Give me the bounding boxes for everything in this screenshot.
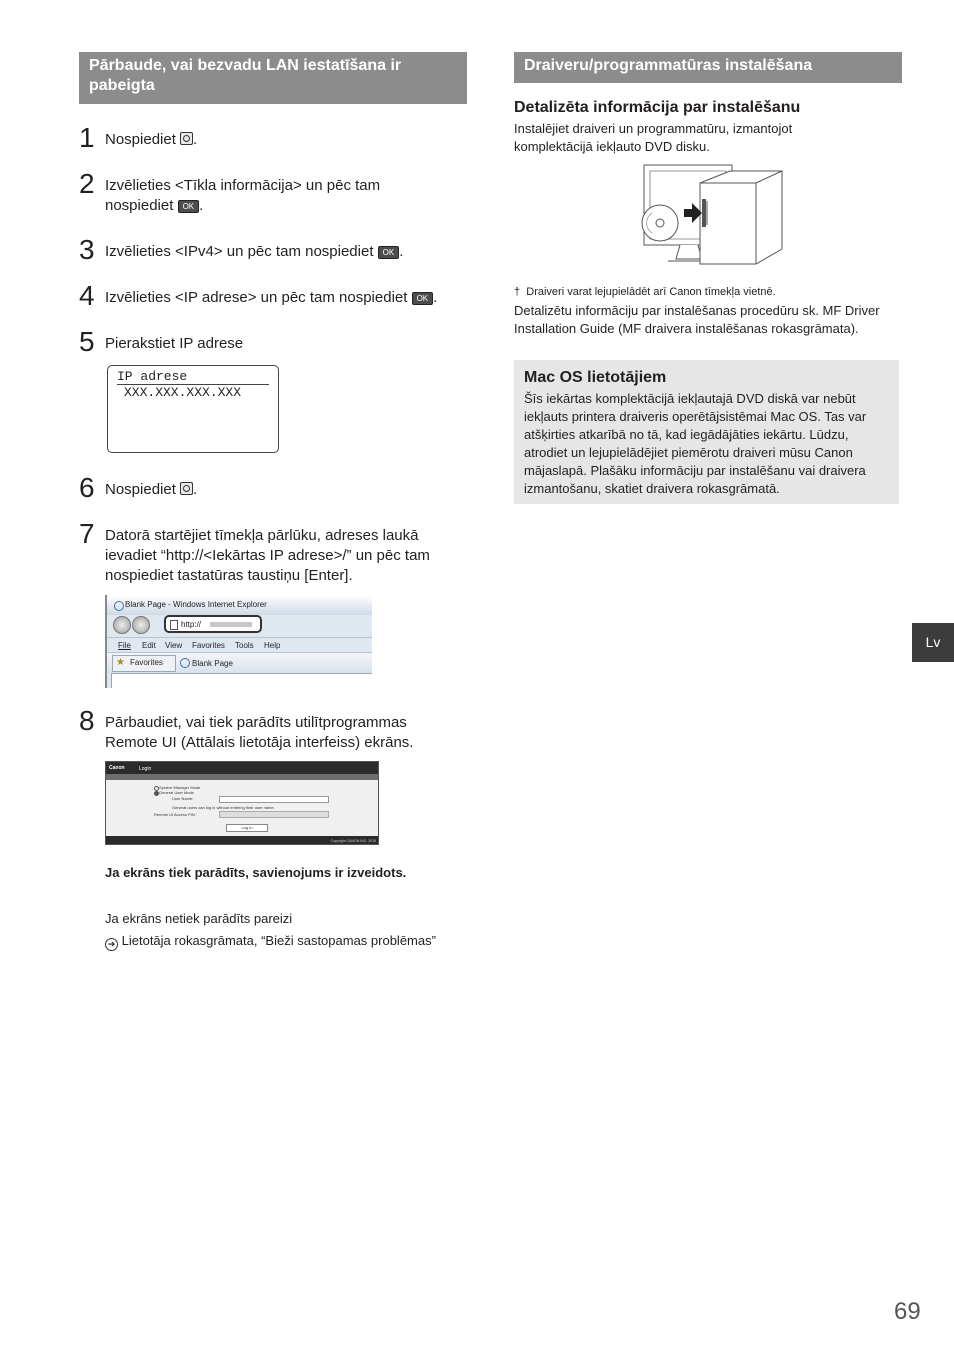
arrow-circle-icon: ➔	[105, 938, 118, 951]
address-blur	[210, 622, 252, 627]
step-1-period: .	[193, 131, 198, 148]
mac-os-line: izmantošanu, skatiet draivera rokasgrāmatā.	[524, 481, 780, 496]
favorites-button[interactable]	[112, 655, 176, 672]
footnote-text: Draiveri varat lejupielādēt arī Canon tīmekļa vietnē.	[526, 286, 776, 298]
menu-file[interactable]: File	[118, 641, 131, 650]
mac-os-line: atšķirties atkarībā no tā, kad iegādājāties iekārtu. Lūdzu,	[524, 427, 849, 442]
remote-ui-form	[106, 780, 379, 836]
tab-page-icon	[180, 658, 190, 668]
install-intro-line2: komplektācijā iekļauto DVD disku.	[514, 139, 710, 154]
step-8-number: 8	[79, 705, 95, 736]
menu-icon	[180, 132, 193, 145]
install-detail-line1: Detalizētu informāciju par instalēšanas procedūru sk. MF Driver	[514, 303, 880, 318]
install-detail	[514, 302, 880, 338]
step-6-text	[105, 480, 197, 500]
step-7-line1: Datorā startējiet tīmekļa pārlūku, adreses laukā	[105, 527, 419, 544]
mac-os-line: iekļauts printera draiveris operētājsistēmai Mac OS. Tas var	[524, 409, 867, 424]
address-text: http://	[181, 620, 202, 629]
browser-screenshot	[105, 595, 372, 688]
step-6-period: .	[193, 481, 198, 498]
step-7-text	[105, 526, 430, 586]
step-4-period: .	[433, 289, 438, 306]
menu-icon	[180, 482, 193, 495]
browser-title: Blank Page - Windows Internet Explorer	[125, 600, 267, 609]
step-2-text	[105, 176, 380, 216]
user-name-input[interactable]	[219, 796, 329, 803]
install-subtitle: Detalizēta informācija par instalēšanu	[514, 99, 801, 116]
ok-button-icon: OK	[178, 200, 200, 213]
download-footnote	[514, 284, 776, 300]
left-section-title: Pārbaude, vai bezvadu LAN iestatīšana ir pabeigta	[89, 57, 402, 94]
user-name-label: User Name:	[172, 796, 194, 801]
remote-ui-header	[106, 762, 379, 774]
step-5-number: 5	[79, 326, 95, 357]
login-note: General users can log in without entering their user name.	[172, 805, 275, 810]
menu-help[interactable]: Help	[264, 641, 281, 650]
login-button[interactable]: Log In	[226, 824, 268, 832]
menu-view[interactable]: View	[165, 641, 183, 650]
step-6-number: 6	[79, 472, 95, 503]
pin-label: Remote UI Access PIN:	[154, 812, 196, 817]
browser-forward-button[interactable]	[132, 616, 150, 634]
install-detail-line2: Installation Guide (MF draivera instalēšanas rokasgrāmata).	[514, 321, 859, 336]
step-7-line3: nospiediet tastatūras taustiņu [Enter].	[105, 567, 353, 584]
step-1-text	[105, 130, 197, 150]
browser-favbar	[107, 652, 372, 673]
lcd-title: IP adrese	[117, 369, 269, 385]
dvd-install-illustration	[640, 163, 786, 267]
canon-logo: Canon	[109, 765, 125, 771]
menu-tools[interactable]: Tools	[235, 641, 254, 650]
step-8-line2: Remote UI (Attālais lietotāja interfeiss) ekrāns.	[105, 734, 414, 751]
success-note: Ja ekrāns tiek parādīts, savienojums ir izveidots.	[105, 865, 407, 880]
step-8-line1: Pārbaudiet, vai tiek parādīts utilītprogrammas	[105, 714, 407, 731]
step-1-label: Nospiediet	[105, 131, 181, 148]
browser-address-bar[interactable]	[164, 615, 262, 633]
right-section-title: Draiveru/programmatūras instalēšana	[524, 57, 813, 74]
step-3-text	[105, 242, 403, 262]
left-section-header	[79, 52, 467, 104]
lcd-ip-value: XXX.XXX.XXX.XXX	[124, 385, 242, 400]
step-7-line2: ievadiet “http://<Iekārtas IP adrese>/” un pēc tam	[105, 547, 430, 564]
step-2-line2	[105, 196, 380, 216]
page-number: 69	[894, 1298, 921, 1325]
step-2-line2-text: nospiediet	[105, 197, 178, 214]
pin-input[interactable]	[219, 811, 329, 818]
step-2-number: 2	[79, 168, 95, 199]
step-1-number: 1	[79, 122, 95, 153]
browser-menubar	[107, 637, 372, 652]
step-2-line1: Izvēlieties <Tīkla informācija> un pēc tam	[105, 177, 381, 194]
fail-note: Ja ekrāns netiek parādīts pareizi	[105, 911, 293, 926]
ok-button-icon: OK	[378, 246, 400, 259]
menu-edit[interactable]: Edit	[142, 641, 156, 650]
browser-titlebar	[107, 595, 372, 615]
mac-os-line: mājaslapā. Plašāku informāciju par instalēšanu vai draivera	[524, 463, 866, 478]
step-2-period: .	[199, 197, 204, 214]
step-3-number: 3	[79, 234, 95, 265]
remote-ui-footer	[106, 836, 379, 845]
language-tab	[912, 623, 954, 662]
install-intro-line1: Instalējiet draiveri un programmatūru, izmantojot	[514, 121, 793, 136]
step-4-number: 4	[79, 280, 95, 311]
step-7-number: 7	[79, 518, 95, 549]
install-intro	[514, 120, 792, 156]
step-4-text	[105, 288, 437, 308]
general-user-label: General User Mode	[159, 790, 194, 795]
favorites-label: Favorites	[130, 658, 163, 667]
page-icon	[170, 620, 178, 630]
browser-content	[111, 673, 372, 688]
remote-ui-screenshot	[105, 761, 379, 845]
mac-os-line: atrodiet un lejupielādējiet piemērotu draiveri mūsu Canon	[524, 445, 853, 460]
manual-reference-text: Lietotāja rokasgrāmata, “Bieži sastopamas problēmas”	[121, 933, 436, 948]
language-tab-label: Lv	[925, 634, 941, 650]
ok-button-icon: OK	[412, 292, 434, 305]
mac-os-line: Šīs iekārtas komplektācijā iekļautajā DVD diskā var nebūt	[524, 391, 856, 406]
lcd-display	[107, 365, 279, 453]
copyright: Copyright CANON INC. 2015	[330, 839, 376, 843]
step-6-label: Nospiediet	[105, 481, 181, 498]
browser-back-button[interactable]	[113, 616, 131, 634]
ie-icon	[114, 601, 124, 611]
browser-tab[interactable]: Blank Page	[192, 659, 233, 668]
step-8-text	[105, 713, 413, 753]
system-manager-label: System Manager Mode	[159, 785, 201, 790]
manual-reference	[105, 932, 436, 951]
mac-os-box	[514, 360, 899, 504]
dagger-mark: †	[514, 286, 521, 298]
step-4-label: Izvēlieties <IP adrese> un pēc tam nospiediet	[105, 289, 412, 306]
star-icon: ★	[116, 657, 125, 668]
step-3-period: .	[399, 243, 404, 260]
mac-os-text	[524, 390, 866, 498]
step-3-label: Izvēlieties <IPv4> un pēc tam nospiediet	[105, 243, 378, 260]
mac-os-title: Mac OS lietotājiem	[524, 369, 667, 386]
login-title: Login	[139, 766, 152, 772]
right-section-header	[514, 52, 902, 83]
menu-favorites[interactable]: Favorites	[192, 641, 225, 650]
step-5-text: Pierakstiet IP adrese	[105, 335, 244, 352]
